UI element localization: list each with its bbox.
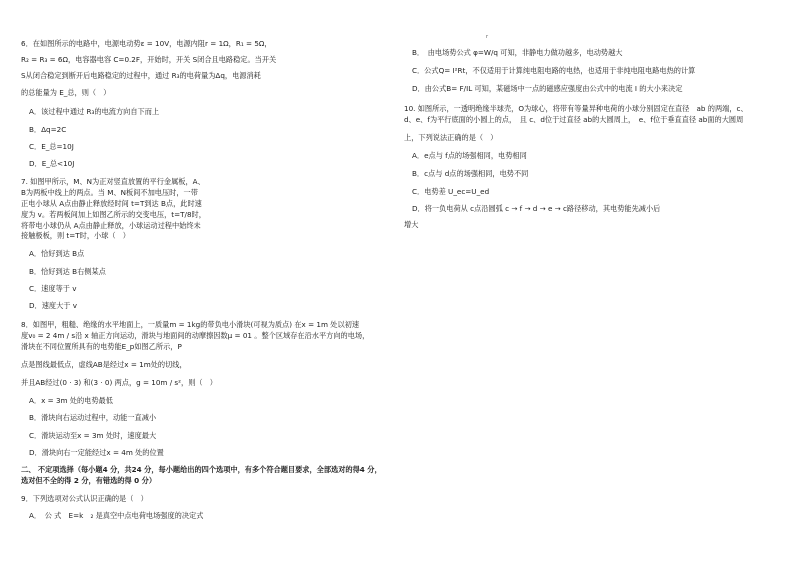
q6-stem-line4: 的总能量为 E_总，则（ ） — [21, 88, 111, 97]
q6-option-c: C．E_总=10J — [29, 142, 74, 151]
q10-option-d-line1: D．将一负电荷从 c点沿圆弧 c → f → d → e → c路径移动，其电势能先减小后 — [412, 204, 661, 213]
q6-stem-line2: R₂ = R₃ = 6Ω，电容器电容 C=0.2F，开始时，开关 S闭合且电路稳定。当开关 — [21, 55, 277, 64]
q8-stem-line2: 度v₀ = 2 4m / s沿 x 轴正方向运动，滑块与地面间的动摩擦因数μ = 01 。整个区域存在沿水平方向的电场， — [21, 331, 370, 340]
q8-stem-line5: 并且AB经过(0 · 3) 和(3 · 0) 两点，g = 10m / s²，则（ ） — [21, 378, 217, 387]
q8-stem-line4: 点是图线最低点，虚线AB是经过x = 1m处的切线， — [21, 360, 187, 369]
section2-heading-line2: 选对但不全的得 2 分，有错选的得 0 分） — [21, 476, 157, 485]
q7-option-c: C．速度等于 v — [29, 284, 77, 293]
q10-option-b: B．c点与 d点的场强相同，电势不同 — [412, 169, 529, 178]
q8-stem-line1: 8．如图甲，粗糙、绝缘的水平地面上，一质量m = 1kg的带负电小滑块(可视为质点) 在x = 1m 处以初速 — [21, 320, 360, 329]
margin-mark: r — [486, 34, 489, 40]
q8-option-b: B．滑块向右运动过程中，动能一直减小 — [29, 413, 157, 422]
q8-option-d: D．滑块向右一定能经过x = 4m 处的位置 — [29, 448, 164, 457]
q8-option-a: A．x = 3m 处的电势最低 — [29, 396, 113, 405]
q9-option-a: A． 公 式 E=k ₂ 是真空中点电荷电场强度的决定式 — [29, 511, 204, 520]
q10-stem-line2: d、e、f为平行底面的小圆上的点， 且 c、d位于过直径 ab的大圆周上， e、f位于垂直直径 ab面的大圆周 — [404, 115, 744, 124]
q6-stem-line3: S从闭合稳定到断开后电路稳定的过程中，通过 R₃的电荷量为Δq，电源消耗 — [21, 71, 261, 80]
q6-option-b: B．Δq=2C — [29, 125, 67, 134]
q7-stem-line2: B为两板中线上的两点。当 M、N板间不加电压时，一带 — [21, 188, 198, 197]
q6-stem-line1: 6．在如图所示的电路中，电源电动势ε = 10V，电源内阻r = 1Ω，R₁ = 5Ω， — [21, 39, 272, 48]
q10-option-c: C．电势差 U_ec=U_ed — [412, 187, 490, 196]
q8-stem-line3: 滑块在不同位置所具有的电势能E_p如图乙所示，P — [21, 342, 182, 351]
q7-stem-line5: 将带电小球仍从 A点由静止释放，小球运动过程中始终未 — [21, 221, 201, 230]
q8-option-c: C．滑块运动至x = 3m 处时，速度最大 — [29, 431, 157, 440]
q10-stem-line3: 上，下列说法正确的是（ ） — [404, 133, 498, 142]
q9-option-d: D．由公式B= F/IL 可知，某磁场中一点的磁感应强度由公式中的电流 I 的大小来决定 — [412, 84, 683, 93]
q9-stem: 9．下列选项对公式认识正确的是（ ） — [21, 494, 148, 503]
q7-stem-line6: 接触极板，则 t=T时，小球（ ） — [21, 231, 130, 240]
q7-stem-line1: 7. 如图甲所示，M、N为正对竖直放置的平行金属板，A、 — [21, 177, 205, 186]
q7-stem-line3: 正电小球从 A点由静止释放经时间 t=T到达 B点，此时速 — [21, 199, 202, 208]
q10-option-d-line2: 增大 — [404, 220, 419, 229]
section2-heading-line1: 二、 不定项选择（每小题4 分，共24 分，每小题给出的四个选项中，有多个符合题目要求，全部选对的得4 分， — [21, 465, 382, 474]
q6-option-d: D．E_总<10J — [29, 159, 75, 168]
q9-option-c: C．公式Q= I²Rt，不仅适用于计算纯电阻电路的电热，也适用于非纯电阻电路电热的计算 — [412, 66, 696, 75]
q7-option-b: B．恰好到达 B右侧某点 — [29, 267, 106, 276]
q7-stem-line4: 度为 v。若两板间加上如图乙所示的交变电压，t=T/8时， — [21, 210, 206, 219]
q9-option-b: B． 由电场势公式 φ=W/q 可知，非静电力做功越多，电动势越大 — [412, 48, 623, 57]
q7-option-d: D．速度大于 v — [29, 301, 78, 310]
q7-option-a: A．恰好到达 B点 — [29, 249, 85, 258]
q10-stem-line1: 10. 如图所示，一透明绝缘半球壳，O为球心，将带有等量异种电荷的小球分别固定在直径 ab 的两端，c、 — [404, 104, 748, 113]
q10-option-a: A．e点与 f点的场强相同，电势相同 — [412, 151, 527, 160]
q6-option-a: A．该过程中通过 R₃的电流方向自下而上 — [29, 107, 160, 116]
